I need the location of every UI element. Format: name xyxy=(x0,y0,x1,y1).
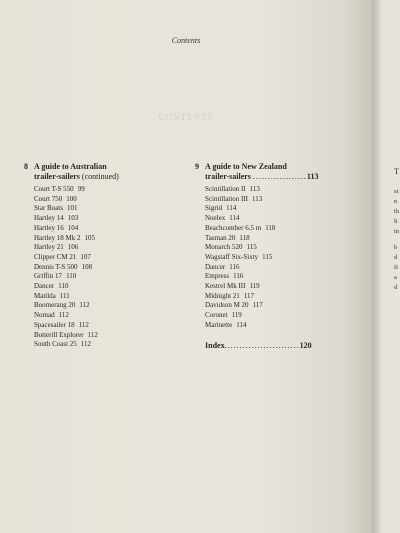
facing-page-fragment: T xyxy=(394,167,399,176)
contents-entry xyxy=(34,301,174,311)
facing-page-fragment: d xyxy=(394,254,398,261)
entry-name: Matilda xyxy=(34,291,56,300)
entry-name: Hartley 18 Mk 2 xyxy=(34,233,81,242)
entry-page: 113 xyxy=(249,185,260,193)
contents-entry xyxy=(205,272,360,282)
entry-name: Beachcomber 6.5 m xyxy=(205,223,262,232)
entry-name: Star Boats xyxy=(34,204,63,213)
contents-column-left xyxy=(24,162,174,350)
entry-list xyxy=(195,185,360,331)
contents-entry xyxy=(205,282,360,292)
contents-entry xyxy=(34,234,174,244)
contents-entry xyxy=(205,301,360,311)
entry-name: Dancer xyxy=(34,282,55,291)
facing-page-fragment: d xyxy=(394,284,398,291)
entry-name: Hartley 21 xyxy=(34,243,64,252)
chapter-title-line2: trailer-sailers xyxy=(34,172,80,181)
facing-page-edge xyxy=(372,0,400,533)
entry-name: Marinette xyxy=(205,320,233,329)
entry-page: 118 xyxy=(265,223,276,232)
contents-entry xyxy=(205,253,360,263)
entry-page: 112 xyxy=(87,330,98,339)
contents-entry xyxy=(205,234,360,244)
entry-name: South Coast 25 xyxy=(34,340,77,349)
chapter-title-line2: trailer-sailers xyxy=(205,172,251,181)
entry-page: 104 xyxy=(67,223,79,232)
running-head: Contents xyxy=(171,36,201,45)
contents-entry xyxy=(205,311,360,321)
entry-page: 114 xyxy=(236,320,247,329)
contents-entry xyxy=(205,185,360,195)
entry-name: Court 750 xyxy=(34,194,63,203)
entry-page: 114 xyxy=(226,204,237,213)
entry-name: Griffin 17 xyxy=(34,272,63,281)
facing-page-fragment: b xyxy=(394,244,398,251)
facing-page-fragment: n xyxy=(394,198,398,205)
entry-page: 116 xyxy=(233,272,244,281)
entry-page: 108 xyxy=(81,262,93,271)
contents-entry xyxy=(34,331,174,341)
index-page: 120 xyxy=(299,340,312,350)
entry-page: 111 xyxy=(59,291,70,300)
chapter-subheading xyxy=(24,172,174,182)
chapter-subheading xyxy=(195,172,360,182)
index-line xyxy=(195,341,360,351)
entry-name: Hartley 16 xyxy=(34,223,64,232)
entry-name: Coronet xyxy=(205,311,228,320)
chapter-heading xyxy=(195,162,360,172)
show-through-text: CONTENTS xyxy=(158,112,214,122)
entry-page: 112 xyxy=(78,320,89,329)
contents-entry xyxy=(205,263,360,273)
dot-leader: .................. xyxy=(252,172,307,181)
contents-entry xyxy=(34,214,174,224)
entry-page: 113 xyxy=(251,194,263,203)
dot-leader: ......................... xyxy=(224,340,300,350)
entry-name: Davidson M 20 xyxy=(205,301,249,310)
entry-name: Noelex xyxy=(205,214,226,223)
contents-entry xyxy=(34,224,174,234)
entry-page: 112 xyxy=(80,340,92,349)
entry-page: 115 xyxy=(262,252,273,261)
entry-name: Empress xyxy=(205,272,230,281)
entry-page: 110 xyxy=(66,272,77,281)
entry-list xyxy=(24,185,174,350)
entry-page: 115 xyxy=(246,243,257,252)
entry-page: 117 xyxy=(243,291,255,300)
entry-name: Hartley 14 xyxy=(34,214,64,223)
entry-page: 119 xyxy=(231,311,242,320)
contents-entry xyxy=(34,195,174,205)
entry-name: Dancer xyxy=(205,262,226,271)
contents-entry xyxy=(205,224,360,234)
entry-name: Clipper CM 21 xyxy=(34,252,77,261)
entry-page: 114 xyxy=(229,214,240,223)
entry-name: Scintillation III xyxy=(205,194,248,203)
entry-page: 112 xyxy=(58,311,69,320)
entry-name: Tasman 20 xyxy=(205,233,236,242)
chapter-number: 8 xyxy=(24,162,28,171)
chapter-number: 9 xyxy=(195,162,199,171)
contents-entry xyxy=(34,272,174,282)
facing-page-fragment: li xyxy=(394,218,398,225)
chapter-page: 113 xyxy=(306,172,319,181)
entry-page: 110 xyxy=(58,282,69,291)
entry-name: Wagstaff Six-Sixty xyxy=(205,252,259,261)
index-label: Index xyxy=(205,340,225,350)
chapter-title-line1: A guide to New Zealand xyxy=(205,162,287,171)
contents-entry xyxy=(34,185,174,195)
entry-name: Scintillation II xyxy=(205,185,246,193)
contents-entry xyxy=(34,263,174,273)
entry-page: 100 xyxy=(66,194,77,203)
entry-name: Spacesailer 18 xyxy=(34,320,75,329)
facing-page-fragment: st xyxy=(394,188,399,195)
contents-entry xyxy=(34,321,174,331)
entry-page: 119 xyxy=(249,282,260,291)
entry-page: 105 xyxy=(84,233,95,242)
chapter-heading xyxy=(24,162,174,172)
contents-entry xyxy=(205,243,360,253)
entry-page: 101 xyxy=(66,204,78,213)
continued-label: (continued) xyxy=(81,172,119,181)
entry-page: 107 xyxy=(80,252,91,261)
entry-name: Nomad xyxy=(34,311,55,320)
contents-entry xyxy=(34,253,174,263)
entry-page: 116 xyxy=(229,262,240,271)
contents-entry xyxy=(34,311,174,321)
entry-page: 117 xyxy=(252,301,263,310)
entry-page: 112 xyxy=(79,301,90,310)
entry-name: Boomerang 20 xyxy=(34,301,76,310)
contents-column-right xyxy=(195,162,360,350)
entry-name: Monarch 520 xyxy=(205,243,243,252)
contents-entry xyxy=(205,214,360,224)
contents-entry xyxy=(205,321,360,331)
entry-name: Sigrid xyxy=(205,204,223,213)
contents-entry xyxy=(205,195,360,205)
contents-entry xyxy=(34,204,174,214)
entry-name: Botterill Explorer xyxy=(34,330,84,339)
facing-page-fragment: th xyxy=(394,208,400,215)
contents-entry xyxy=(205,204,360,214)
facing-page-fragment: fi xyxy=(394,264,398,271)
entry-page: 99 xyxy=(77,185,85,193)
contents-entry xyxy=(34,292,174,302)
contents-entry xyxy=(34,282,174,292)
entry-name: Kestrel Mk III xyxy=(205,282,246,291)
contents-entry xyxy=(205,292,360,302)
facing-page-fragment: a xyxy=(394,274,397,281)
entry-name: Dennis T-S 500 xyxy=(34,262,78,271)
chapter-title-line1: A guide to Australian xyxy=(34,162,107,171)
entry-name: Court T-S 550 xyxy=(34,185,74,193)
entry-page: 106 xyxy=(67,243,79,252)
facing-page-fragment: in xyxy=(394,228,400,235)
contents-entry xyxy=(34,243,174,253)
contents-entry xyxy=(34,340,174,350)
entry-page: 118 xyxy=(239,233,250,242)
entry-name: Midnight 21 xyxy=(205,291,240,300)
entry-page: 103 xyxy=(67,214,79,223)
